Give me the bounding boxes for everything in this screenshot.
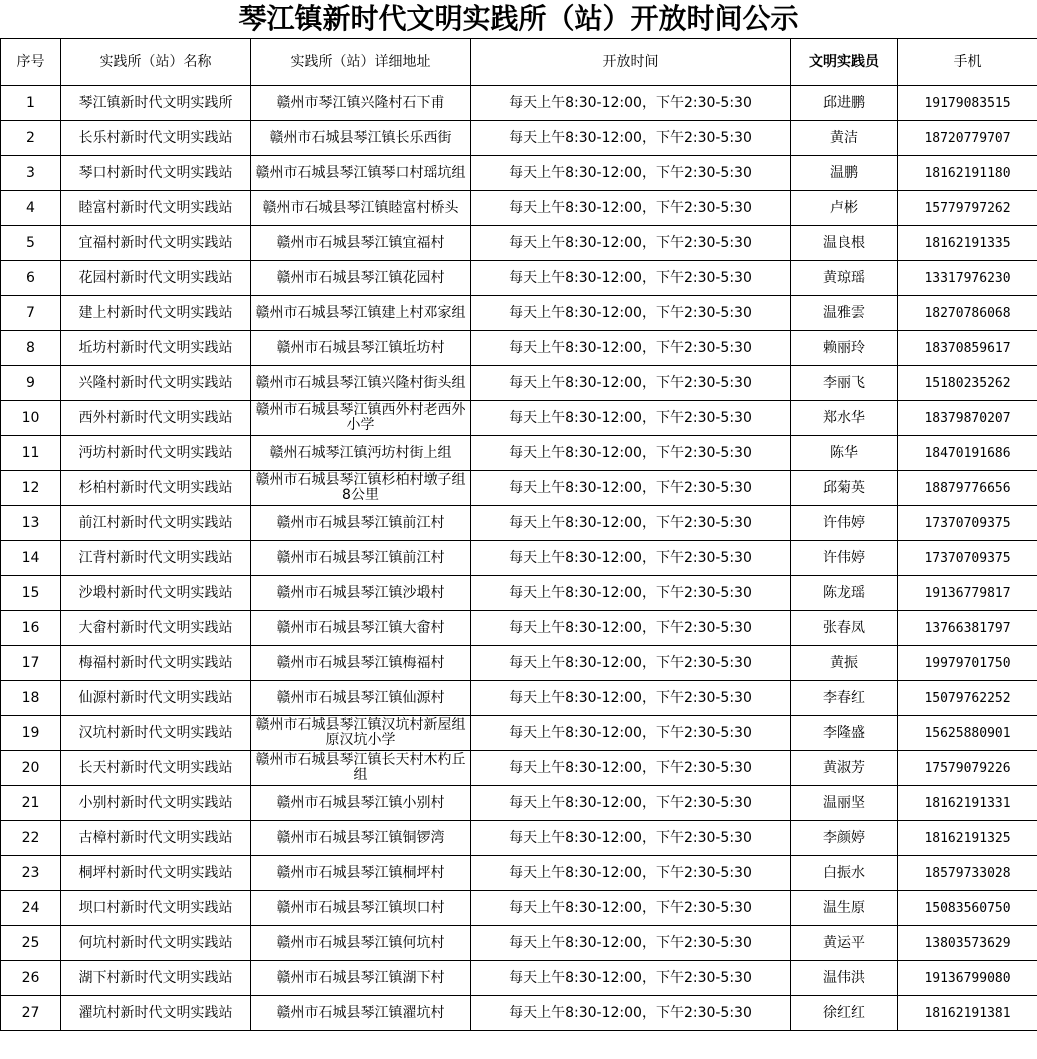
cell-hours: 每天上午8:30-12:00，下午2:30-5:30 (471, 786, 791, 821)
cell-name: 兴隆村新时代文明实践站 (61, 366, 251, 401)
cell-address: 赣州市石城县琴江镇坵坊村 (251, 331, 471, 366)
cell-staff: 许伟婷 (791, 541, 898, 576)
cell-address: 赣州市石城县琴江镇前江村 (251, 541, 471, 576)
header-name: 实践所（站）名称 (61, 39, 251, 86)
cell-phone: 19136779817 (898, 576, 1037, 611)
table-row (1, 261, 1037, 296)
cell-seq: 25 (1, 926, 61, 961)
cell-address: 赣州市石城县琴江镇宜福村 (251, 226, 471, 261)
cell-staff: 邱进鹏 (791, 86, 898, 121)
cell-name: 坝口村新时代文明实践站 (61, 891, 251, 926)
table-row (1, 156, 1037, 191)
table-row (1, 821, 1037, 856)
cell-hours: 每天上午8:30-12:00，下午2:30-5:30 (471, 191, 791, 226)
cell-address: 赣州石城琴江镇沔坊村街上组 (251, 436, 471, 471)
cell-name: 湖下村新时代文明实践站 (61, 961, 251, 996)
cell-seq: 26 (1, 961, 61, 996)
cell-name: 汉坑村新时代文明实践站 (61, 716, 251, 751)
cell-staff: 许伟婷 (791, 506, 898, 541)
cell-seq: 17 (1, 646, 61, 681)
cell-seq: 10 (1, 401, 61, 436)
cell-name: 仙源村新时代文明实践站 (61, 681, 251, 716)
cell-staff: 温丽坚 (791, 786, 898, 821)
cell-phone: 17579079226 (898, 751, 1037, 786)
cell-hours: 每天上午8:30-12:00，下午2:30-5:30 (471, 996, 791, 1031)
cell-name: 花园村新时代文明实践站 (61, 261, 251, 296)
cell-address: 赣州市石城县琴江镇沙塅村 (251, 576, 471, 611)
cell-seq: 14 (1, 541, 61, 576)
table-row (1, 296, 1037, 331)
table-row (1, 856, 1037, 891)
table-row (1, 891, 1037, 926)
table-row (1, 786, 1037, 821)
table-row (1, 471, 1037, 506)
table-row (1, 331, 1037, 366)
table-row (1, 681, 1037, 716)
cell-staff: 李隆盛 (791, 716, 898, 751)
cell-name: 江背村新时代文明实践站 (61, 541, 251, 576)
cell-name: 濯坑村新时代文明实践站 (61, 996, 251, 1031)
cell-phone: 13803573629 (898, 926, 1037, 961)
table-row (1, 576, 1037, 611)
cell-address: 赣州市石城县琴江镇建上村邓家组 (251, 296, 471, 331)
cell-hours: 每天上午8:30-12:00，下午2:30-5:30 (471, 156, 791, 191)
cell-staff: 郑水华 (791, 401, 898, 436)
cell-phone: 18162191325 (898, 821, 1037, 856)
cell-hours: 每天上午8:30-12:00，下午2:30-5:30 (471, 296, 791, 331)
cell-seq: 22 (1, 821, 61, 856)
table-row (1, 541, 1037, 576)
table-row (1, 86, 1037, 121)
cell-name: 宜福村新时代文明实践站 (61, 226, 251, 261)
cell-hours: 每天上午8:30-12:00，下午2:30-5:30 (471, 716, 791, 751)
cell-hours: 每天上午8:30-12:00，下午2:30-5:30 (471, 121, 791, 156)
cell-address: 赣州市石城县琴江镇仙源村 (251, 681, 471, 716)
cell-phone: 18162191381 (898, 996, 1037, 1031)
cell-address: 赣州市石城县琴江镇濯坑村 (251, 996, 471, 1031)
table-header (1, 39, 1037, 86)
table-row (1, 401, 1037, 436)
cell-name: 前江村新时代文明实践站 (61, 506, 251, 541)
cell-phone: 15083560750 (898, 891, 1037, 926)
cell-phone: 18579733028 (898, 856, 1037, 891)
cell-hours: 每天上午8:30-12:00，下午2:30-5:30 (471, 471, 791, 506)
cell-staff: 黄振 (791, 646, 898, 681)
cell-seq: 1 (1, 86, 61, 121)
cell-address: 赣州市石城县琴江镇杉柏村墩子组8公里 (251, 471, 471, 506)
cell-phone: 13766381797 (898, 611, 1037, 646)
cell-address: 赣州市石城县琴江镇何坑村 (251, 926, 471, 961)
cell-seq: 19 (1, 716, 61, 751)
cell-staff: 黄运平 (791, 926, 898, 961)
cell-address: 赣州市石城县琴江镇湖下村 (251, 961, 471, 996)
cell-phone: 19979701750 (898, 646, 1037, 681)
table-row (1, 121, 1037, 156)
cell-address: 赣州市石城县琴江镇西外村老西外小学 (251, 401, 471, 436)
table-row (1, 926, 1037, 961)
cell-phone: 18162191331 (898, 786, 1037, 821)
cell-hours: 每天上午8:30-12:00，下午2:30-5:30 (471, 226, 791, 261)
table-row (1, 646, 1037, 681)
cell-seq: 15 (1, 576, 61, 611)
cell-phone: 18379870207 (898, 401, 1037, 436)
cell-staff: 陈华 (791, 436, 898, 471)
cell-seq: 8 (1, 331, 61, 366)
table-row (1, 191, 1037, 226)
cell-seq: 20 (1, 751, 61, 786)
cell-name: 梅福村新时代文明实践站 (61, 646, 251, 681)
cell-staff: 温良根 (791, 226, 898, 261)
cell-name: 小别村新时代文明实践站 (61, 786, 251, 821)
cell-staff: 温伟洪 (791, 961, 898, 996)
cell-phone: 15779797262 (898, 191, 1037, 226)
cell-hours: 每天上午8:30-12:00，下午2:30-5:30 (471, 961, 791, 996)
cell-seq: 11 (1, 436, 61, 471)
cell-seq: 7 (1, 296, 61, 331)
cell-address: 赣州市石城县琴江镇梅福村 (251, 646, 471, 681)
header-seq: 序号 (1, 39, 61, 86)
cell-hours: 每天上午8:30-12:00，下午2:30-5:30 (471, 891, 791, 926)
header-row (1, 39, 1037, 86)
cell-seq: 12 (1, 471, 61, 506)
cell-name: 西外村新时代文明实践站 (61, 401, 251, 436)
cell-name: 沙塅村新时代文明实践站 (61, 576, 251, 611)
cell-name: 古樟村新时代文明实践站 (61, 821, 251, 856)
cell-address: 赣州市石城县琴江镇坝口村 (251, 891, 471, 926)
cell-hours: 每天上午8:30-12:00，下午2:30-5:30 (471, 576, 791, 611)
cell-phone: 18879776656 (898, 471, 1037, 506)
table-row (1, 436, 1037, 471)
cell-name: 琴江镇新时代文明实践所 (61, 86, 251, 121)
cell-staff: 温鹏 (791, 156, 898, 191)
cell-phone: 18270786068 (898, 296, 1037, 331)
cell-phone: 18470191686 (898, 436, 1037, 471)
cell-phone: 17370709375 (898, 506, 1037, 541)
cell-staff: 白振水 (791, 856, 898, 891)
cell-address: 赣州市石城县琴江镇汉坑村新屋组原汉坑小学 (251, 716, 471, 751)
cell-seq: 13 (1, 506, 61, 541)
cell-staff: 李丽飞 (791, 366, 898, 401)
cell-address: 赣州市石城县琴江镇琴口村瑶坑组 (251, 156, 471, 191)
table-row (1, 716, 1037, 751)
cell-hours: 每天上午8:30-12:00，下午2:30-5:30 (471, 436, 791, 471)
cell-seq: 24 (1, 891, 61, 926)
table-row (1, 961, 1037, 996)
cell-address: 赣州市石城县琴江镇睦富村桥头 (251, 191, 471, 226)
cell-staff: 温雅雲 (791, 296, 898, 331)
header-address: 实践所（站）详细地址 (251, 39, 471, 86)
cell-hours: 每天上午8:30-12:00，下午2:30-5:30 (471, 261, 791, 296)
cell-seq: 27 (1, 996, 61, 1031)
cell-seq: 18 (1, 681, 61, 716)
cell-hours: 每天上午8:30-12:00，下午2:30-5:30 (471, 506, 791, 541)
cell-staff: 李春红 (791, 681, 898, 716)
cell-staff: 黄洁 (791, 121, 898, 156)
cell-name: 大畲村新时代文明实践站 (61, 611, 251, 646)
header-staff: 文明实践员 (791, 39, 898, 86)
cell-address: 赣州市琴江镇兴隆村石下甫 (251, 86, 471, 121)
cell-name: 长乐村新时代文明实践站 (61, 121, 251, 156)
cell-phone: 18162191335 (898, 226, 1037, 261)
cell-hours: 每天上午8:30-12:00，下午2:30-5:30 (471, 821, 791, 856)
cell-seq: 16 (1, 611, 61, 646)
table-row (1, 506, 1037, 541)
cell-seq: 5 (1, 226, 61, 261)
cell-phone: 18720779707 (898, 121, 1037, 156)
cell-staff: 徐红红 (791, 996, 898, 1031)
cell-name: 长天村新时代文明实践站 (61, 751, 251, 786)
cell-address: 赣州市石城县琴江镇长天村木杓丘组 (251, 751, 471, 786)
cell-address: 赣州市石城县琴江镇小别村 (251, 786, 471, 821)
cell-staff: 黄淑芳 (791, 751, 898, 786)
cell-hours: 每天上午8:30-12:00，下午2:30-5:30 (471, 681, 791, 716)
cell-phone: 18370859617 (898, 331, 1037, 366)
cell-address: 赣州市石城县琴江镇桐坪村 (251, 856, 471, 891)
cell-address: 赣州市石城县琴江镇大畲村 (251, 611, 471, 646)
cell-name: 建上村新时代文明实践站 (61, 296, 251, 331)
table-row (1, 611, 1037, 646)
cell-phone: 18162191180 (898, 156, 1037, 191)
cell-phone: 15180235262 (898, 366, 1037, 401)
cell-seq: 23 (1, 856, 61, 891)
table-body (1, 86, 1037, 1031)
cell-staff: 邱菊英 (791, 471, 898, 506)
cell-hours: 每天上午8:30-12:00，下午2:30-5:30 (471, 401, 791, 436)
table-row (1, 226, 1037, 261)
cell-name: 何坑村新时代文明实践站 (61, 926, 251, 961)
cell-hours: 每天上午8:30-12:00，下午2:30-5:30 (471, 611, 791, 646)
schedule-table (0, 38, 1037, 1031)
cell-name: 杉柏村新时代文明实践站 (61, 471, 251, 506)
cell-hours: 每天上午8:30-12:00，下午2:30-5:30 (471, 856, 791, 891)
header-hours: 开放时间 (471, 39, 791, 86)
cell-phone: 19136799080 (898, 961, 1037, 996)
cell-seq: 21 (1, 786, 61, 821)
cell-staff: 陈龙瑶 (791, 576, 898, 611)
cell-staff: 温生原 (791, 891, 898, 926)
cell-address: 赣州市石城县琴江镇兴隆村街头组 (251, 366, 471, 401)
table-row (1, 366, 1037, 401)
table-row (1, 996, 1037, 1031)
cell-seq: 3 (1, 156, 61, 191)
cell-address: 赣州市石城县琴江镇铜锣湾 (251, 821, 471, 856)
cell-address: 赣州市石城县琴江镇花园村 (251, 261, 471, 296)
cell-seq: 6 (1, 261, 61, 296)
cell-name: 桐坪村新时代文明实践站 (61, 856, 251, 891)
cell-name: 睦富村新时代文明实践站 (61, 191, 251, 226)
cell-staff: 张春凤 (791, 611, 898, 646)
cell-hours: 每天上午8:30-12:00，下午2:30-5:30 (471, 541, 791, 576)
cell-staff: 赖丽玲 (791, 331, 898, 366)
cell-phone: 19179083515 (898, 86, 1037, 121)
cell-hours: 每天上午8:30-12:00，下午2:30-5:30 (471, 926, 791, 961)
cell-seq: 9 (1, 366, 61, 401)
cell-hours: 每天上午8:30-12:00，下午2:30-5:30 (471, 366, 791, 401)
cell-phone: 13317976230 (898, 261, 1037, 296)
cell-phone: 15079762252 (898, 681, 1037, 716)
cell-hours: 每天上午8:30-12:00，下午2:30-5:30 (471, 646, 791, 681)
cell-address: 赣州市石城县琴江镇长乐西街 (251, 121, 471, 156)
cell-phone: 17370709375 (898, 541, 1037, 576)
cell-phone: 15625880901 (898, 716, 1037, 751)
cell-hours: 每天上午8:30-12:00，下午2:30-5:30 (471, 86, 791, 121)
cell-seq: 4 (1, 191, 61, 226)
cell-staff: 卢彬 (791, 191, 898, 226)
cell-name: 沔坊村新时代文明实践站 (61, 436, 251, 471)
table-row (1, 751, 1037, 786)
cell-staff: 黄琼瑶 (791, 261, 898, 296)
cell-seq: 2 (1, 121, 61, 156)
cell-hours: 每天上午8:30-12:00，下午2:30-5:30 (471, 331, 791, 366)
cell-hours: 每天上午8:30-12:00，下午2:30-5:30 (471, 751, 791, 786)
header-phone: 手机 (898, 39, 1037, 86)
cell-staff: 李颜婷 (791, 821, 898, 856)
cell-name: 琴口村新时代文明实践站 (61, 156, 251, 191)
cell-name: 坵坊村新时代文明实践站 (61, 331, 251, 366)
cell-address: 赣州市石城县琴江镇前江村 (251, 506, 471, 541)
page-title: 琴江镇新时代文明实践所（站）开放时间公示 (238, 2, 799, 35)
